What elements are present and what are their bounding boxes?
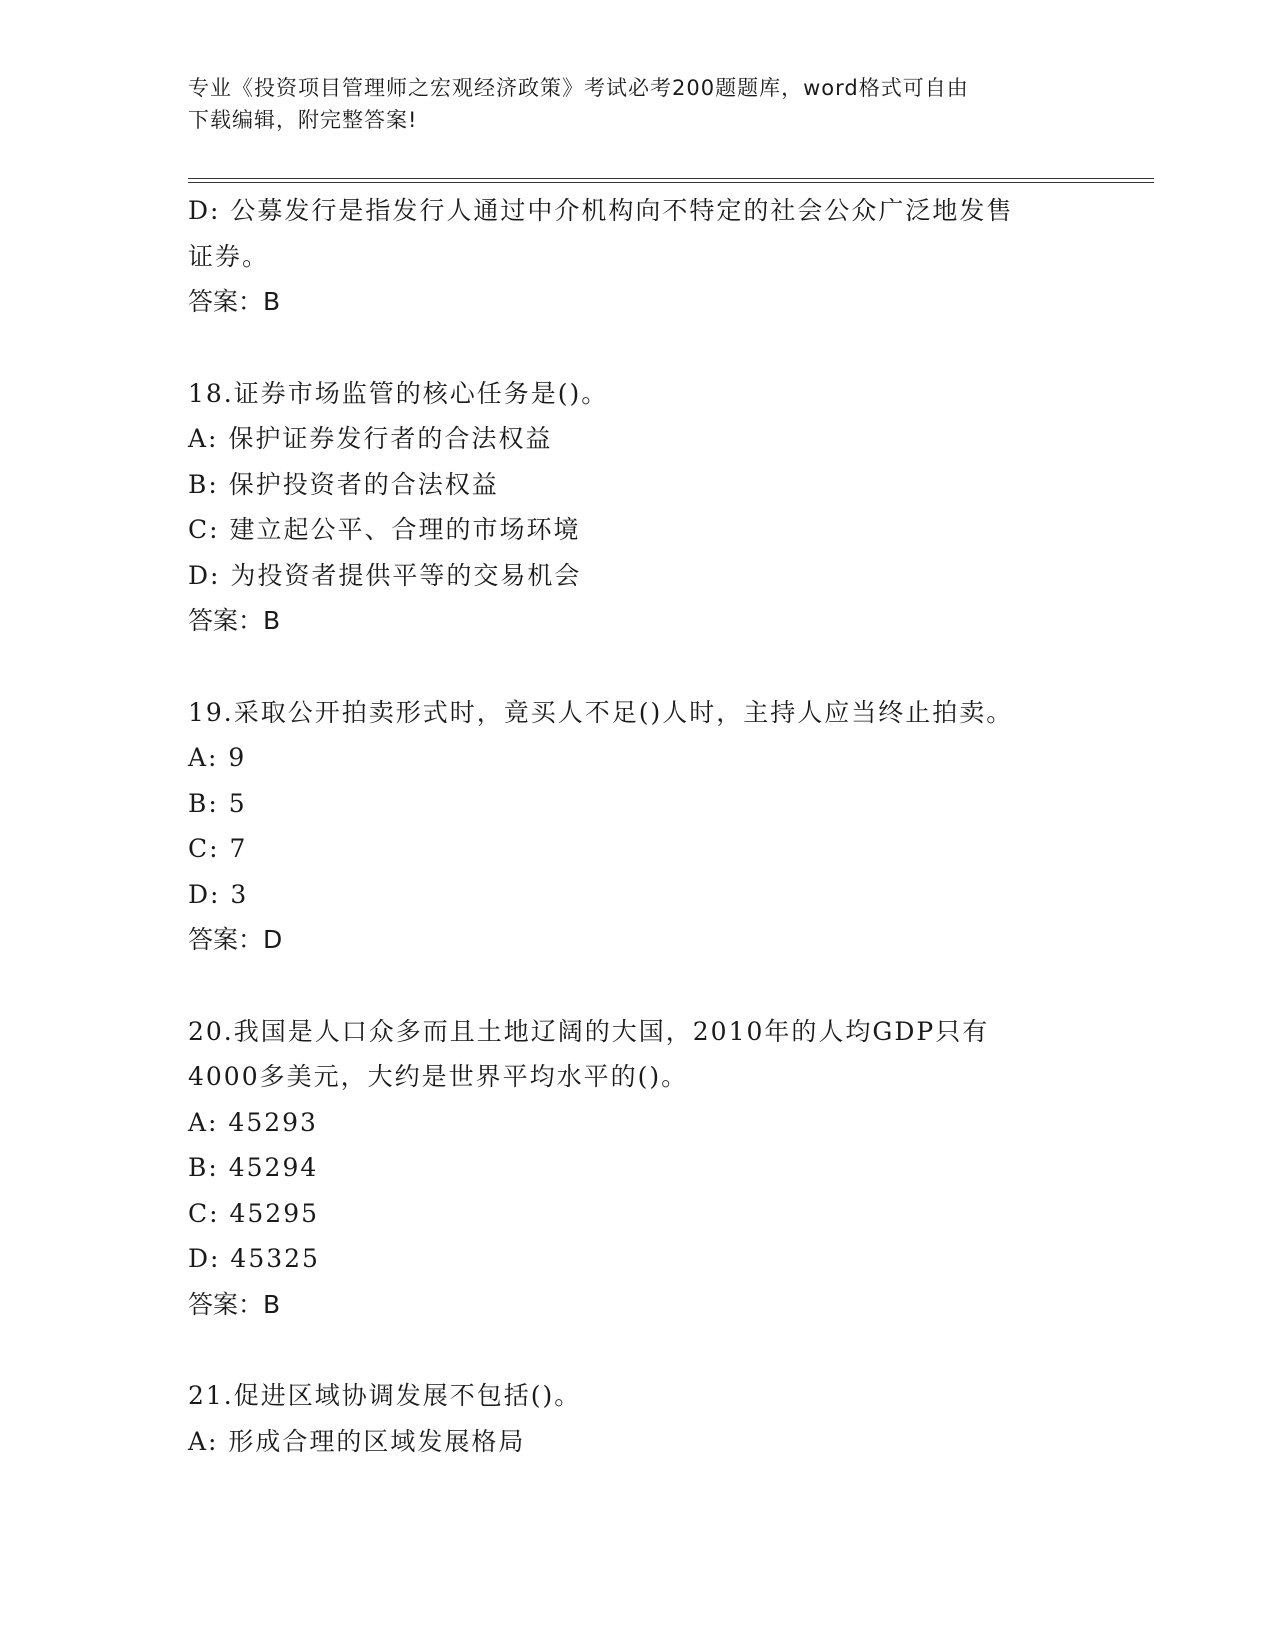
- question-text: 20.我国是人口众多而且土地辽阔的大国，2010年的人均GDP只有: [188, 1016, 990, 1046]
- option-d: D: 为投资者提供平等的交易机会: [188, 560, 582, 590]
- option-a: A: 9: [188, 743, 247, 772]
- option-b: B: 5: [188, 788, 247, 818]
- header-line-1: 专业《投资项目管理师之宏观经济政策》考试必考200题题库，word格式可自由: [188, 76, 969, 100]
- question-block-19: [188, 690, 1088, 963]
- question-text: 21.促进区域协调发展不包括()。: [188, 1381, 582, 1410]
- option-b: B: 保护投资者的合法权益: [188, 469, 499, 499]
- question-block-18: [188, 371, 1088, 644]
- question-text: 19.采取公开拍卖形式时，竟买人不足()人时，主持人应当终止拍卖。: [188, 697, 1014, 727]
- option-a: A: 形成合理的区域发展格局: [188, 1426, 526, 1456]
- question-text: 18.证券市场监管的核心任务是()。: [188, 378, 609, 408]
- question-block-21: [188, 1373, 1088, 1464]
- option-c: C: 建立起公平、合理的市场环境: [188, 515, 581, 544]
- option-d: D: 公募发行是指发行人通过中介机构向不特定的社会公众广泛地发售: [188, 196, 1014, 225]
- option-b: B: 45294: [188, 1153, 319, 1182]
- option-d: D: 45325: [188, 1244, 320, 1273]
- answer: 答案：B: [188, 1289, 281, 1319]
- question-block-17-tail: [188, 188, 1088, 325]
- question-text-continued: 4000多美元，大约是世界平均水平的()。: [188, 1062, 689, 1091]
- option-a: A: 45293: [188, 1107, 318, 1137]
- question-block-20: [188, 1009, 1088, 1328]
- option-c: C: 7: [188, 834, 248, 863]
- option-d-continued: 证券。: [188, 241, 270, 271]
- header-line-2: 下载编辑，附完整答案!: [188, 108, 418, 132]
- header-divider: [188, 178, 1154, 183]
- page-header: [188, 72, 1088, 136]
- option-a: A: 保护证券发行者的合法权益: [188, 424, 553, 453]
- option-c: C: 45295: [188, 1198, 320, 1228]
- answer: 答案：B: [188, 287, 281, 316]
- question-list: [188, 188, 1088, 1464]
- answer: 答案：D: [188, 925, 283, 954]
- option-d: D: 3: [188, 879, 249, 909]
- answer: 答案：B: [188, 606, 281, 635]
